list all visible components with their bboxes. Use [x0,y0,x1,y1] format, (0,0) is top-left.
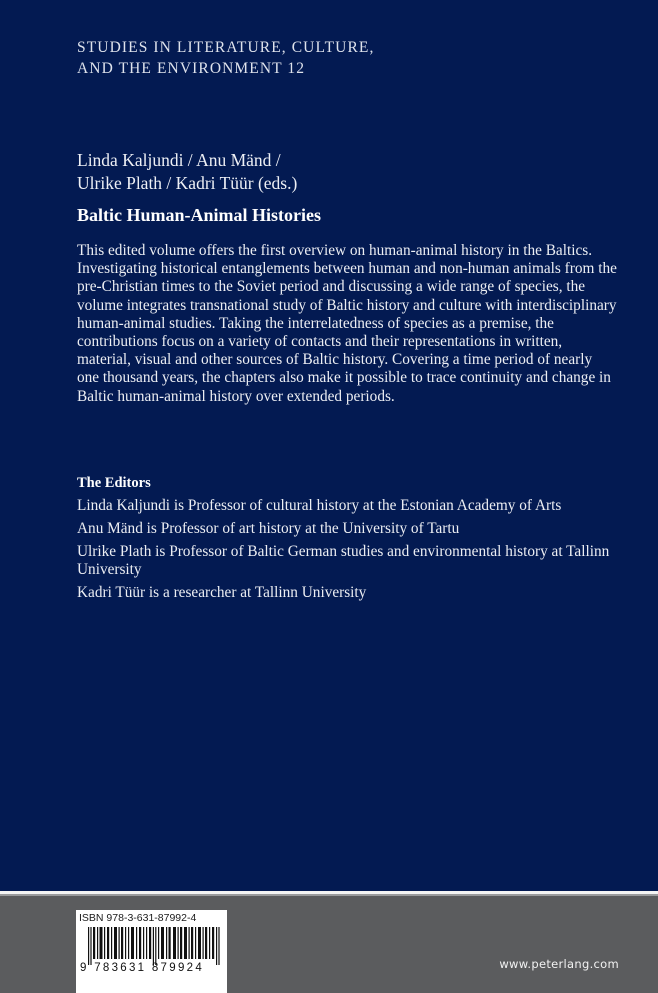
editors-byline [77,149,297,195]
series-title [77,37,374,79]
book-title: Baltic Human-Animal Histories [77,205,321,225]
book-description: This edited volume offers the first overview on human-animal history in the Baltics. Investigating historical entanglements between human and non-human animals from the pre-Christian times to the Soviet period and discussing a wide range of species, the volume integrates transnational study of Baltic history and culture with interdisciplinary human-animal studies. Taking the interrelatedness of species as a premise, the contributions focus on a variety of contacts and their representations in written, material, visual and other sources of Baltic history. Covering a time period of nearly one thousand years, the chapters also make it possible to trace continuity and change in Baltic human-animal history over extended periods. [77,242,617,405]
series-title-line-1: STUDIES IN LITERATURE, CULTURE, [77,39,375,56]
editors-byline-line-1: Linda Kaljundi / Anu Mänd / [77,150,281,170]
publisher-website-link[interactable]: www.peterlang.com [499,957,619,971]
editor-bio: Ulrike Plath is Professor of Baltic German studies and environmental history at Tallinn University [77,543,610,578]
editors-heading: The Editors [77,475,151,491]
series-title-line-2: AND THE ENVIRONMENT 12 [77,60,306,77]
barcode-bars-icon [88,927,223,965]
editors-byline-line-2: Ulrike Plath / Kadri Tüür (eds.) [77,173,298,193]
isbn-barcode [76,910,227,993]
editor-bio: Anu Mänd is Professor of art history at the University of Tartu [77,520,460,537]
editors-list [77,497,637,607]
barcode-digits: 9 783631 879924 [80,962,205,974]
isbn-label: ISBN 978-3-631-87992-4 [79,912,197,924]
editor-bio: Kadri Tüür is a researcher at Tallinn University [77,584,367,601]
editor-bio: Linda Kaljundi is Professor of cultural history at the Estonian Academy of Arts [77,497,562,514]
